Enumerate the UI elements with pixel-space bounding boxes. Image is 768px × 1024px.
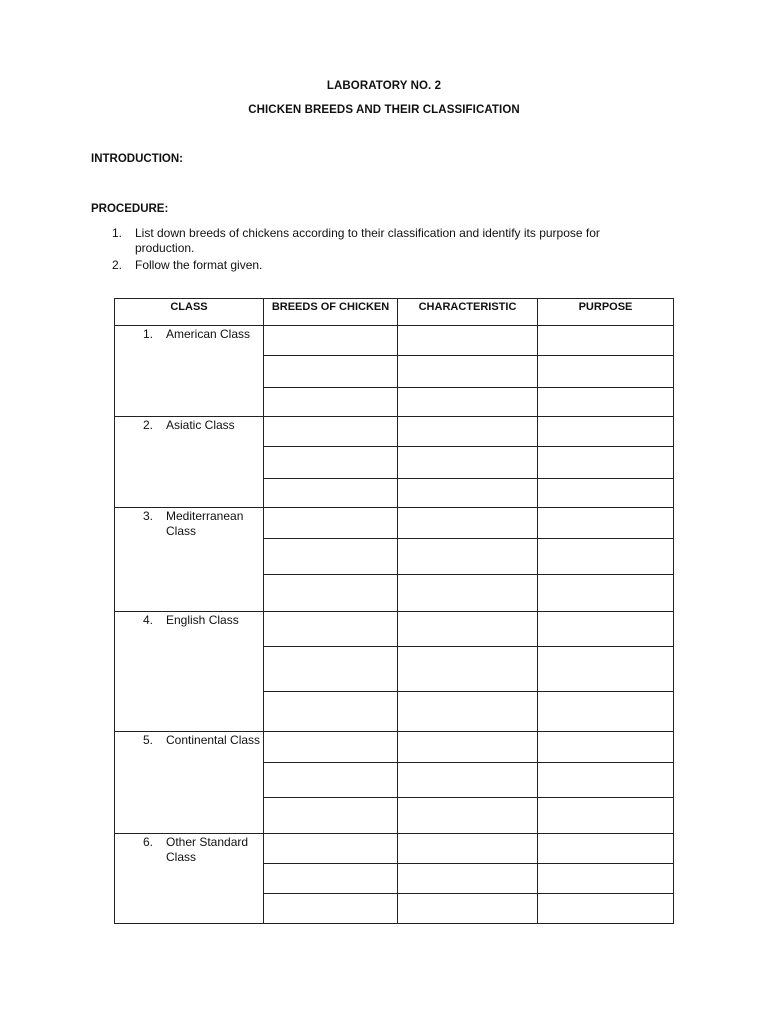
- procedure-step: [112, 258, 642, 274]
- header-purpose: PURPOSE: [538, 299, 674, 326]
- class-cell-asiatic: [115, 417, 264, 508]
- document-subtitle: CHICKEN BREEDS AND THEIR CLASSIFICATION: [248, 104, 520, 116]
- purpose-cell[interactable]: [538, 479, 674, 508]
- purpose-cell[interactable]: [538, 575, 674, 612]
- class-cell-mediterranean: [115, 508, 264, 612]
- class-name: Other Standard Class: [166, 835, 249, 864]
- step-text: Follow the format given.: [135, 258, 263, 272]
- characteristic-cell[interactable]: [398, 539, 538, 575]
- class-cell-other-standard: [115, 834, 264, 924]
- characteristic-cell[interactable]: [398, 763, 538, 798]
- breed-cell[interactable]: [264, 388, 398, 417]
- breed-cell[interactable]: [264, 834, 398, 864]
- characteristic-cell[interactable]: [398, 326, 538, 356]
- purpose-cell[interactable]: [538, 864, 674, 894]
- class-cell-english: [115, 612, 264, 732]
- purpose-cell[interactable]: [538, 508, 674, 539]
- characteristic-cell[interactable]: [398, 798, 538, 834]
- class-name: English Class: [166, 613, 239, 627]
- characteristic-cell[interactable]: [398, 417, 538, 447]
- step-text: List down breeds of chickens according to their classification and identify its purpose for production.: [135, 226, 600, 255]
- breed-cell[interactable]: [264, 479, 398, 508]
- step-number: 1.: [112, 226, 123, 240]
- class-name: Continental Class: [166, 733, 261, 747]
- characteristic-cell[interactable]: [398, 356, 538, 388]
- class-name: Mediterranean Class: [166, 509, 244, 538]
- purpose-cell[interactable]: [538, 647, 674, 692]
- purpose-cell[interactable]: [538, 612, 674, 647]
- breed-cell[interactable]: [264, 864, 398, 894]
- characteristic-cell[interactable]: [398, 732, 538, 763]
- purpose-cell[interactable]: [538, 894, 674, 924]
- purpose-cell[interactable]: [538, 763, 674, 798]
- class-number: 4.: [143, 613, 154, 627]
- breed-cell[interactable]: [264, 575, 398, 612]
- purpose-cell[interactable]: [538, 798, 674, 834]
- breed-cell[interactable]: [264, 539, 398, 575]
- table-row: [115, 834, 674, 864]
- breed-cell[interactable]: [264, 447, 398, 479]
- purpose-cell[interactable]: [538, 356, 674, 388]
- purpose-cell[interactable]: [538, 692, 674, 732]
- breed-cell[interactable]: [264, 356, 398, 388]
- purpose-cell[interactable]: [538, 539, 674, 575]
- characteristic-cell[interactable]: [398, 834, 538, 864]
- breed-cell[interactable]: [264, 612, 398, 647]
- purpose-cell[interactable]: [538, 388, 674, 417]
- breed-cell[interactable]: [264, 417, 398, 447]
- class-number: 3.: [143, 509, 154, 523]
- table-row: [115, 612, 674, 647]
- classification-table: [114, 298, 674, 924]
- breed-cell[interactable]: [264, 647, 398, 692]
- characteristic-cell[interactable]: [398, 388, 538, 417]
- characteristic-cell[interactable]: [398, 894, 538, 924]
- procedure-step: [112, 226, 642, 258]
- step-number: 2.: [112, 258, 123, 272]
- class-cell-continental: [115, 732, 264, 834]
- breed-cell[interactable]: [264, 326, 398, 356]
- header-characteristic: CHARACTERISTIC: [398, 299, 538, 326]
- class-number: 1.: [143, 327, 154, 341]
- characteristic-cell[interactable]: [398, 447, 538, 479]
- characteristic-cell[interactable]: [398, 647, 538, 692]
- class-number: 2.: [143, 418, 154, 432]
- characteristic-cell[interactable]: [398, 575, 538, 612]
- breed-cell[interactable]: [264, 763, 398, 798]
- class-name: American Class: [166, 327, 251, 341]
- header-breeds: BREEDS OF CHICKEN: [264, 299, 398, 326]
- characteristic-cell[interactable]: [398, 864, 538, 894]
- procedure-heading: PROCEDURE:: [91, 203, 169, 215]
- purpose-cell[interactable]: [538, 417, 674, 447]
- table-row: [115, 417, 674, 447]
- table-row: [115, 326, 674, 356]
- characteristic-cell[interactable]: [398, 479, 538, 508]
- purpose-cell[interactable]: [538, 732, 674, 763]
- purpose-cell[interactable]: [538, 326, 674, 356]
- characteristic-cell[interactable]: [398, 692, 538, 732]
- breed-cell[interactable]: [264, 692, 398, 732]
- purpose-cell[interactable]: [538, 447, 674, 479]
- table-row: [115, 508, 674, 539]
- introduction-heading: INTRODUCTION:: [91, 153, 183, 165]
- header-class: CLASS: [115, 299, 264, 326]
- class-number: 6.: [143, 835, 154, 849]
- breed-cell[interactable]: [264, 508, 398, 539]
- table-header-row: [115, 299, 674, 326]
- class-cell-american: [115, 326, 264, 417]
- class-number: 5.: [143, 733, 154, 747]
- breed-cell[interactable]: [264, 894, 398, 924]
- characteristic-cell[interactable]: [398, 508, 538, 539]
- class-name: Asiatic Class: [166, 418, 235, 432]
- breed-cell[interactable]: [264, 732, 398, 763]
- document-title: LABORATORY NO. 2: [326, 80, 442, 92]
- table-row: [115, 732, 674, 763]
- breed-cell[interactable]: [264, 798, 398, 834]
- characteristic-cell[interactable]: [398, 612, 538, 647]
- purpose-cell[interactable]: [538, 834, 674, 864]
